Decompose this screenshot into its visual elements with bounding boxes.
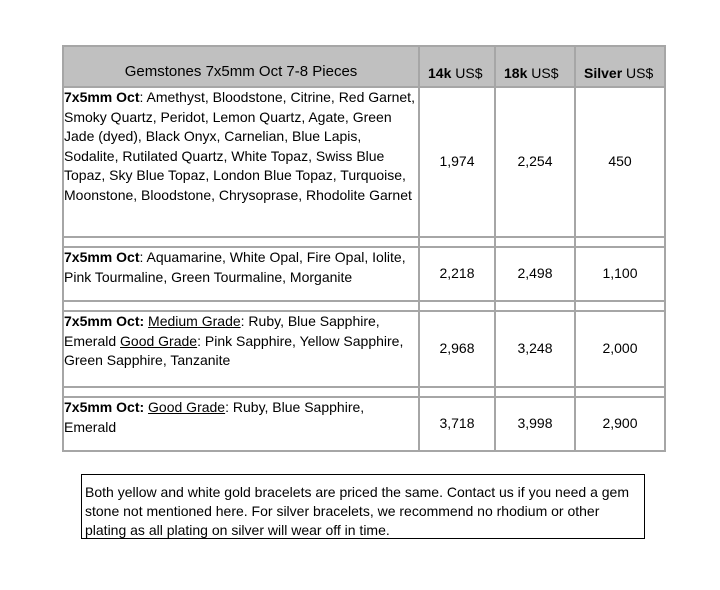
price-table xyxy=(62,45,666,452)
table-row xyxy=(63,397,665,451)
price-silver: 2,900 xyxy=(575,397,665,451)
row-description xyxy=(63,247,419,301)
table-header-row xyxy=(63,46,665,87)
description-header: Gemstones 7x5mm Oct 7-8 Pieces xyxy=(63,46,419,87)
price-14k: 3,718 xyxy=(419,397,495,451)
row-lead: 7x5mm Oct xyxy=(64,249,140,265)
separator-row xyxy=(63,301,665,311)
grade-label: Medium Grade xyxy=(148,313,241,329)
table-row xyxy=(63,247,665,301)
header-14k xyxy=(419,46,495,87)
row-stones: : Ruby, Blue Sapphire, Emerald xyxy=(64,313,380,349)
price-18k: 2,498 xyxy=(495,247,575,301)
price-14k: 1,974 xyxy=(419,87,495,237)
header-silver-metal: Silver xyxy=(584,64,623,81)
row-separator: : xyxy=(139,249,147,265)
row-description xyxy=(63,87,419,237)
row-description xyxy=(63,397,419,451)
separator-row xyxy=(63,387,665,397)
row-stones: Aquamarine, White Opal, Fire Opal, Iolite, Pink Tourmaline, Green Tourmaline, Morganite xyxy=(64,249,406,285)
row-stones: Amethyst, Bloodstone, Citrine, Red Garnet, Smoky Quartz, Peridot, Lemon Quartz, Agate, Green Jade (dyed), Black Onyx, Carnelian, Blue Lapis, Sodalite, Rutilated Quartz, White Topaz, Swiss Blue Topaz, Sky Blue Topaz, London Blue Topaz, Turquoise, Moonstone, Bloodstone, Chrysoprase, Rhodolite Garnet xyxy=(64,89,415,203)
header-14k-currency: US$ xyxy=(455,64,483,81)
header-silver xyxy=(575,46,665,87)
header-silver-currency: US$ xyxy=(626,64,654,81)
table-row xyxy=(63,311,665,387)
row-description xyxy=(63,311,419,387)
row-separator: : xyxy=(139,89,147,105)
header-18k-currency: US$ xyxy=(531,64,559,81)
row-lead: 7x5mm Oct: xyxy=(64,313,145,329)
pricing-note: Both yellow and white gold bracelets are priced the same. Contact us if you need a gem stone not mentioned here. For silver bracelets, we recommend no rhodium or other plating as all plating on silver will wear off in time. xyxy=(81,474,645,539)
row-stones: : Ruby, Blue Sapphire, Emerald xyxy=(64,399,365,435)
price-silver: 2,000 xyxy=(575,311,665,387)
price-14k: 2,968 xyxy=(419,311,495,387)
table-row xyxy=(63,87,665,237)
price-silver: 1,100 xyxy=(575,247,665,301)
price-14k: 2,218 xyxy=(419,247,495,301)
price-18k: 2,254 xyxy=(495,87,575,237)
price-18k: 3,248 xyxy=(495,311,575,387)
price-18k: 3,998 xyxy=(495,397,575,451)
row-lead: 7x5mm Oct: xyxy=(64,399,145,415)
header-18k-metal: 18k xyxy=(504,64,528,81)
row-stones: : Pink Sapphire, Yellow Sapphire, Green Sapphire, Tanzanite xyxy=(64,332,404,368)
separator-row xyxy=(63,237,665,247)
grade-label: Good Grade xyxy=(148,399,226,415)
grade-label: Good Grade xyxy=(120,332,198,349)
header-18k xyxy=(495,46,575,87)
header-14k-metal: 14k xyxy=(428,64,452,81)
price-silver: 450 xyxy=(575,87,665,237)
row-lead: 7x5mm Oct xyxy=(64,89,140,105)
